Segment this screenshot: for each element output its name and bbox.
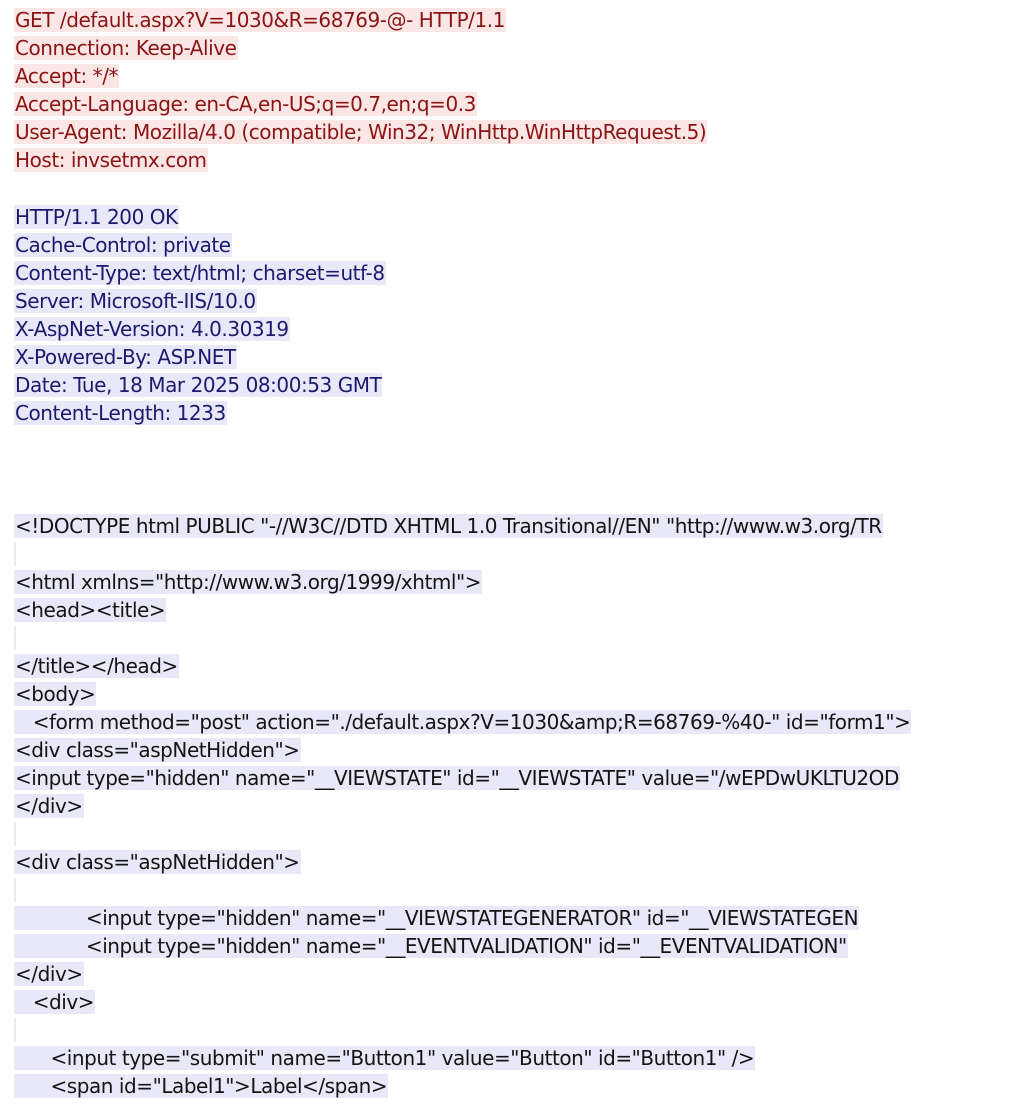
- http-request-block: [14, 6, 1020, 174]
- request-line-text: GET /default.aspx?V=1030&R=68769-@- HTTP/1.1: [15, 8, 505, 32]
- response-header-text: Server: Microsoft-IIS/10.0: [15, 289, 256, 313]
- response-header-text: Content-Length: 1233: [15, 401, 226, 425]
- body-line: [14, 596, 1020, 624]
- response-status-line: [14, 203, 1020, 231]
- body-line-text: <input type="hidden" name="__VIEWSTATE" id="__VIEWSTATE" value="/wEPDwUKLTU2OD: [15, 766, 899, 790]
- body-line: [14, 1044, 1020, 1072]
- body-line-text: [14, 542, 16, 566]
- body-line: [14, 568, 1020, 596]
- body-line-text: [14, 1018, 16, 1042]
- response-header-content-type: [14, 259, 1020, 287]
- response-header-date: [14, 371, 1020, 399]
- body-line-text: [14, 878, 16, 902]
- request-line: [14, 6, 1020, 34]
- body-line-text: [14, 822, 16, 846]
- http-response-body-block: [14, 512, 1020, 1100]
- body-line-text: <div class="aspNetHidden">: [15, 738, 300, 762]
- body-line: [14, 820, 1020, 848]
- response-header-server: [14, 287, 1020, 315]
- body-line: [14, 932, 1020, 960]
- body-line: [14, 1072, 1020, 1100]
- request-header-connection: [14, 34, 1020, 62]
- body-line-text: </div>: [15, 962, 83, 986]
- response-header-cache-control: [14, 231, 1020, 259]
- body-line-text: <form method="post" action="./default.aspx?V=1030&amp;R=68769-%40-" id="form1">: [15, 710, 911, 734]
- request-header-text: Host: invsetmx.com: [15, 148, 207, 172]
- body-line-text: </title></head>: [15, 654, 178, 678]
- response-header-text: Date: Tue, 18 Mar 2025 08:00:53 GMT: [15, 373, 382, 397]
- response-header-content-length: [14, 399, 1020, 427]
- body-line: [14, 540, 1020, 568]
- body-line: [14, 764, 1020, 792]
- body-line-text: <input type="hidden" name="__EVENTVALIDATION" id="__EVENTVALIDATION": [15, 934, 847, 958]
- request-header-user-agent: [14, 118, 1020, 146]
- response-header-text: X-AspNet-Version: 4.0.30319: [15, 317, 289, 341]
- body-line: [14, 652, 1020, 680]
- response-status-text: HTTP/1.1 200 OK: [15, 205, 178, 229]
- body-line: [14, 512, 1020, 540]
- body-line: [14, 904, 1020, 932]
- body-line: [14, 876, 1020, 904]
- body-line-text: <input type="hidden" name="__VIEWSTATEGENERATOR" id="__VIEWSTATEGEN: [15, 906, 859, 930]
- body-line-text: <head><title>: [15, 598, 166, 622]
- request-header-text: Connection: Keep-Alive: [15, 36, 237, 60]
- body-line-text: <body>: [15, 682, 96, 706]
- request-header-host: [14, 146, 1020, 174]
- body-line-text: <!DOCTYPE html PUBLIC "-//W3C//DTD XHTML 1.0 Transitional//EN" "http://www.w3.org/TR: [15, 514, 882, 538]
- body-line: [14, 680, 1020, 708]
- body-line-text: <input type="submit" name="Button1" value="Button" id="Button1" />: [15, 1046, 755, 1070]
- body-line: [14, 960, 1020, 988]
- body-line: [14, 708, 1020, 736]
- body-line: [14, 848, 1020, 876]
- response-header-text: Content-Type: text/html; charset=utf-8: [15, 261, 385, 285]
- body-line: [14, 792, 1020, 820]
- body-line-text: <div class="aspNetHidden">: [15, 850, 300, 874]
- request-header-accept: [14, 62, 1020, 90]
- body-line: [14, 736, 1020, 764]
- body-line: [14, 1016, 1020, 1044]
- request-header-text: User-Agent: Mozilla/4.0 (compatible; Win32; WinHttp.WinHttpRequest.5): [15, 120, 707, 144]
- body-line-text: <html xmlns="http://www.w3.org/1999/xhtml">: [15, 570, 482, 594]
- body-line: [14, 988, 1020, 1016]
- body-line-text: <div>: [15, 990, 95, 1014]
- body-line-text: [14, 626, 16, 650]
- request-header-text: Accept: */*: [15, 64, 119, 88]
- response-header-text: Cache-Control: private: [15, 233, 231, 257]
- request-header-text: Accept-Language: en-CA,en-US;q=0.7,en;q=0.3: [15, 92, 476, 116]
- body-line: [14, 624, 1020, 652]
- request-header-accept-language: [14, 90, 1020, 118]
- response-header-aspnet-version: [14, 315, 1020, 343]
- body-line-text: </div>: [15, 794, 83, 818]
- body-line-text: <span id="Label1">Label</span>: [15, 1074, 388, 1098]
- response-header-text: X-Powered-By: ASP.NET: [15, 345, 236, 369]
- http-response-headers-block: [14, 203, 1020, 427]
- response-header-powered-by: [14, 343, 1020, 371]
